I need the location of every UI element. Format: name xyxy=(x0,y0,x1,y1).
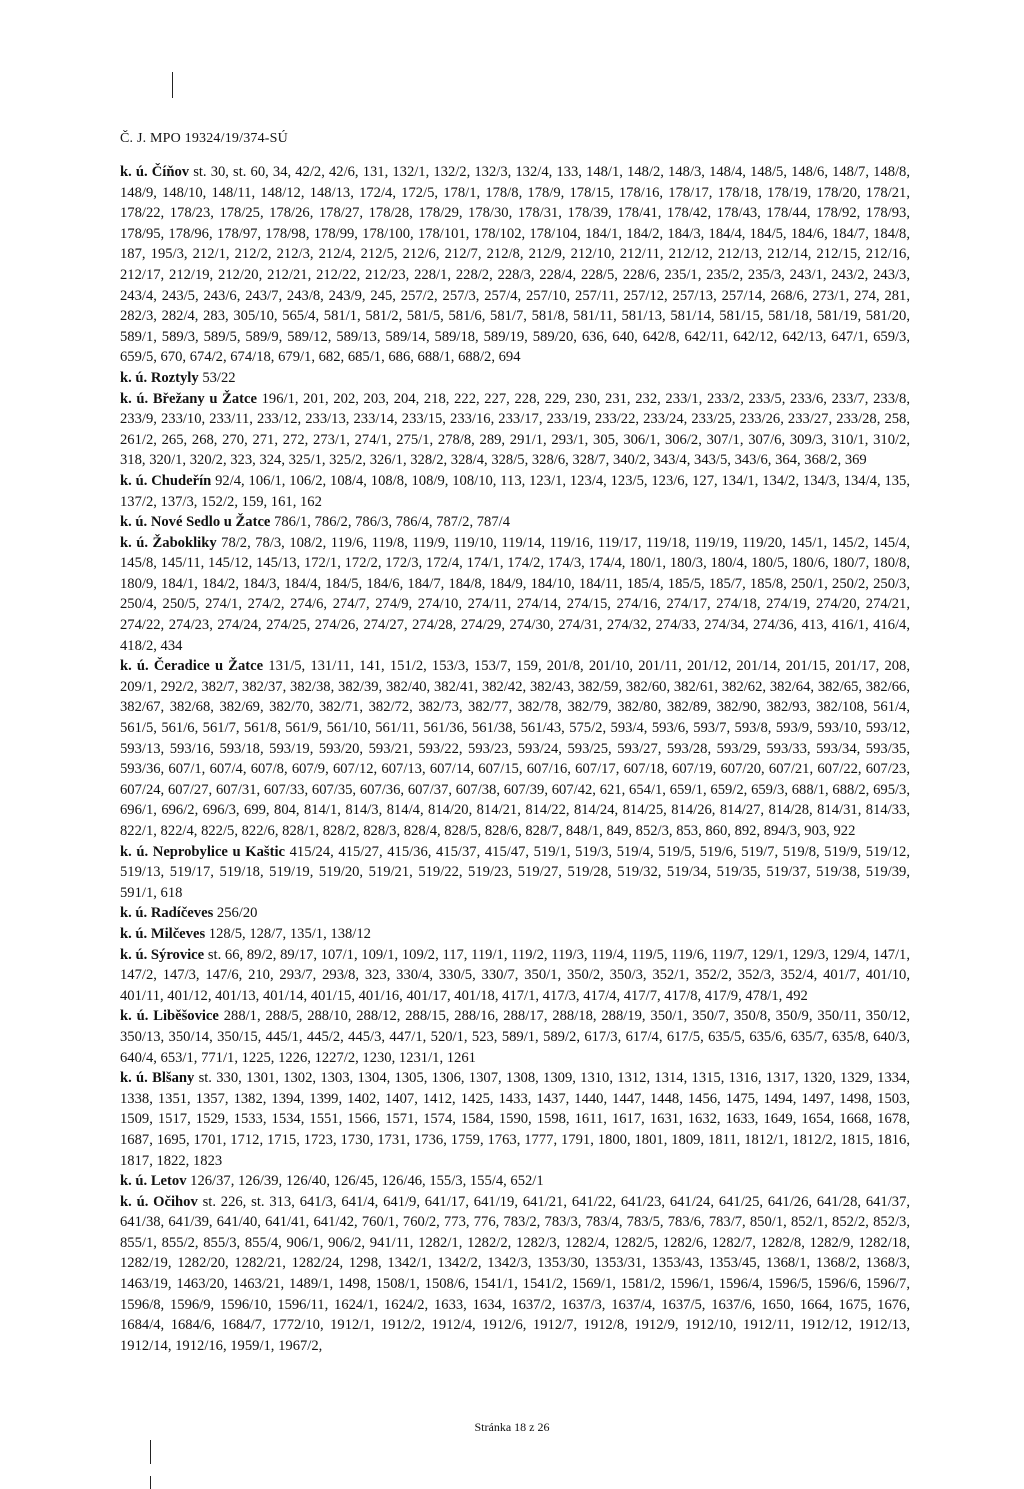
cadastral-entry xyxy=(120,471,910,512)
cadastral-area-name: k. ú. Číňov xyxy=(120,164,190,180)
cadastral-area-name: k. ú. Žabokliky xyxy=(120,534,217,551)
cadastral-area-name: k. ú. Radíčeves xyxy=(120,905,214,922)
parcel-numbers: 415/24, 415/27, 415/36, 415/37, 415/47, 519/1, 519/3, 519/4, 519/5, 519/6, 519/7, 519/8, 519/9, 519/12, 519/13, 519/17, 519/18, 519/19, 519/20, 519/21, 519/22, 519/23, 519/27, 519/28, 519/32, 519/34, 519/35, 519/37, 519/38, 519/39, 591/1, 618 xyxy=(120,843,910,901)
page-number: Stránka 18 z 26 xyxy=(474,1420,550,1434)
parcel-numbers: 78/2, 78/3, 108/2, 119/6, 119/8, 119/9, 119/10, 119/14, 119/16, 119/17, 119/18, 119/19, 119/20, 145/1, 145/2, 145/4, 145/8, 145/11, 145/12, 145/13, 172/1, 172/2, 172/3, 172/4, 174/1, 174/2, 174/3, 174/4, 180/1, 180/3, 180/4, 180/5, 180/6, 180/7, 180/8, 180/9, 184/1, 184/2, 184/3, 184/4, 184/5, 184/6, 184/7, 184/8, 184/9, 184/10, 184/11, 185/4, 185/5, 185/7, 185/8, 250/1, 250/2, 250/3, 250/4, 250/5, 274/1, 274/2, 274/6, 274/7, 274/9, 274/10, 274/11, 274/14, 274/15, 274/16, 274/17, 274/18, 274/19, 274/20, 274/21, 274/22, 274/23, 274/24, 274/25, 274/26, 274/27, 274/28, 274/29, 274/30, 274/31, 274/32, 274/33, 274/34, 274/36, 413, 416/1, 416/4, 418/2, 434 xyxy=(120,534,910,654)
parcel-numbers: st. 226, st. 313, 641/3, 641/4, 641/9, 641/17, 641/19, 641/21, 641/22, 641/23, 641/24, 641/25, 641/26, 641/28, 641/37, 641/38, 641/39, 641/40, 641/41, 641/42, 760/1, 760/2, 773, 776, 783/2, 783/3, 783/4, 783/5, 783/6, 783/7, 850/1, 852/1, 852/2, 852/3, 855/1, 855/2, 855/3, 855/4, 906/1, 906/2, 941/11, 1282/1, 1282/2, 1282/3, 1282/4, 1282/5, 1282/6, 1282/7, 1282/8, 1282/9, 1282/18, 1282/19, 1282/20, 1282/21, 1282/24, 1298, 1342/1, 1342/2, 1342/3, 1353/30, 1353/31, 1353/43, 1353/45, 1368/1, 1368/2, 1368/3, 1463/19, 1463/20, 1463/21, 1489/1, 1498, 1508/1, 1508/6, 1541/1, 1541/2, 1569/1, 1581/2, 1596/1, 1596/4, 1596/5, 1596/6, 1596/7, 1596/8, 1596/9, 1596/10, 1596/11, 1624/1, 1624/2, 1633, 1634, 1637/2, 1637/3, 1637/4, 1637/5, 1637/6, 1650, 1664, 1675, 1676, 1684/4, 1684/6, 1684/7, 1772/10, 1912/1, 1912/2, 1912/4, 1912/6, 1912/7, 1912/8, 1912/9, 1912/10, 1912/11, 1912/12, 1912/13, 1912/14, 1912/16, 1959/1, 1967/2, xyxy=(120,1193,911,1354)
cadastral-entry xyxy=(120,1006,910,1068)
cadastral-entry xyxy=(120,368,910,389)
cadastral-entry xyxy=(120,1192,910,1357)
parcel-list xyxy=(120,162,910,1356)
cadastral-area-name: k. ú. Břežany u Žatce xyxy=(120,390,257,407)
cadastral-area-name: k. ú. Čeradice u Žatce xyxy=(120,658,264,675)
scan-mark xyxy=(150,1476,151,1489)
cadastral-area-name: k. ú. Chudeřín xyxy=(120,472,212,489)
scan-mark xyxy=(150,1440,151,1464)
cadastral-entry xyxy=(120,1171,910,1192)
cadastral-area-name: k. ú. Sýrovice xyxy=(120,946,205,963)
parcel-numbers: 196/1, 201, 202, 203, 204, 218, 222, 227, 228, 229, 230, 231, 232, 233/1, 233/2, 233/5, 233/6, 233/7, 233/8, 233/9, 233/10, 233/11, 233/12, 233/13, 233/14, 233/15, 233/16, 233/17, 233/19, 233/22, 233/24, 233/25, 233/26, 233/27, 233/28, 258, 261/2, 265, 268, 270, 271, 272, 273/1, 274/1, 275/1, 278/8, 289, 291/1, 293/1, 305, 306/1, 306/2, 307/1, 307/6, 309/3, 310/1, 310/2, 318, 320/1, 320/2, 323, 324, 325/1, 325/2, 326/1, 328/2, 328/4, 328/5, 328/6, 328/7, 340/2, 343/4, 343/5, 343/6, 364, 368/2, 369 xyxy=(120,390,910,469)
cadastral-entry xyxy=(120,903,910,924)
cadastral-entry xyxy=(120,656,910,841)
scan-mark xyxy=(172,72,173,98)
cadastral-entry xyxy=(120,842,910,904)
cadastral-area-name: k. ú. Neprobylice u Kaštic xyxy=(120,843,285,860)
parcel-numbers: st. 30, st. 60, 34, 42/2, 42/6, 131, 132/1, 132/2, 132/3, 132/4, 133, 148/1, 148/2, 148/3, 148/4, 148/5, 148/6, 148/7, 148/8, 148/9, 148/10, 148/11, 148/12, 148/13, 172/4, 172/5, 178/1, 178/8, 178/9, 178/15, 178/16, 178/17, 178/18, 178/19, 178/20, 178/21, 178/22, 178/23, 178/25, 178/26, 178/27, 178/28, 178/29, 178/30, 178/31, 178/39, 178/41, 178/42, 178/43, 178/44, 178/92, 178/93, 178/95, 178/96, 178/97, 178/98, 178/99, 178/100, 178/101, 178/102, 178/104, 184/1, 184/2, 184/3, 184/4, 184/5, 184/6, 184/7, 184/8, 187, 195/3, 212/1, 212/2, 212/3, 212/4, 212/5, 212/6, 212/7, 212/8, 212/9, 212/10, 212/11, 212/12, 212/13, 212/14, 212/15, 212/16, 212/17, 212/19, 212/20, 212/21, 212/22, 212/23, 228/1, 228/2, 228/3, 228/4, 228/5, 228/6, 235/1, 235/2, 235/3, 243/1, 243/2, 243/3, 243/4, 243/5, 243/6, 243/7, 243/8, 243/9, 245, 257/2, 257/3, 257/4, 257/10, 257/11, 257/12, 257/13, 257/14, 268/6, 273/1, 274, 281, 282/3, 282/4, 283, 305/10, 565/4, 581/1, 581/2, 581/5, 581/6, 581/7, 581/8, 581/11, 581/13, 581/14, 581/15, 581/18, 581/19, 581/20, 589/1, 589/3, 589/5, 589/9, 589/12, 589/13, 589/14, 589/18, 589/19, 589/20, 636, 640, 642/8, 642/11, 642/12, 642/13, 647/1, 659/3, 659/5, 670, 674/2, 674/18, 679/1, 682, 685/1, 686, 688/1, 688/2, 694 xyxy=(120,164,910,366)
cadastral-entry xyxy=(120,162,910,368)
cadastral-entry xyxy=(120,512,910,533)
parcel-numbers: 53/22 xyxy=(202,369,236,386)
cadastral-area-name: k. ú. Letov xyxy=(120,1173,187,1190)
cadastral-area-name: k. ú. Milčeves xyxy=(120,925,206,942)
cadastral-area-name: k. ú. Blšany xyxy=(120,1070,195,1087)
parcel-numbers: st. 330, 1301, 1302, 1303, 1304, 1305, 1306, 1307, 1308, 1309, 1310, 1312, 1314, 1315, 1316, 1317, 1320, 1329, 1334, 1338, 1351, 1357, 1382, 1394, 1399, 1402, 1407, 1412, 1425, 1433, 1437, 1440, 1447, 1448, 1456, 1475, 1494, 1497, 1498, 1503, 1509, 1517, 1529, 1533, 1534, 1551, 1566, 1571, 1574, 1584, 1590, 1598, 1611, 1617, 1631, 1632, 1633, 1649, 1654, 1668, 1678, 1687, 1695, 1701, 1712, 1715, 1723, 1730, 1731, 1736, 1759, 1763, 1777, 1791, 1800, 1801, 1809, 1811, 1812/1, 1812/2, 1815, 1816, 1817, 1822, 1823 xyxy=(120,1070,910,1169)
cadastral-entry xyxy=(120,945,910,1007)
parcel-numbers: 126/37, 126/39, 126/40, 126/45, 126/46, 155/3, 155/4, 652/1 xyxy=(190,1173,544,1190)
document-reference: Č. J. MPO 19324/19/374-SÚ xyxy=(120,131,288,146)
parcel-numbers: 256/20 xyxy=(216,905,258,922)
parcel-numbers: st. 66, 89/2, 89/17, 107/1, 109/1, 109/2, 117, 119/1, 119/2, 119/3, 119/4, 119/5, 119/6, 119/7, 129/1, 129/3, 129/4, 147/1, 147/2, 147/3, 147/6, 210, 293/7, 293/8, 323, 330/4, 330/5, 330/7, 350/1, 350/2, 350/3, 352/1, 352/2, 352/3, 352/4, 401/7, 401/10, 401/11, 401/12, 401/13, 401/14, 401/15, 401/16, 401/17, 401/18, 417/1, 417/3, 417/4, 417/7, 417/8, 417/9, 478/1, 492 xyxy=(120,946,911,1004)
cadastral-area-name: k. ú. Očihov xyxy=(120,1193,198,1210)
parcel-numbers: 128/5, 128/7, 135/1, 138/12 xyxy=(208,925,371,942)
cadastral-area-name: k. ú. Roztyly xyxy=(120,369,199,386)
cadastral-entry xyxy=(120,1068,910,1171)
parcel-numbers: 131/5, 131/11, 141, 151/2, 153/3, 153/7, 159, 201/8, 201/10, 201/11, 201/12, 201/14, 201/15, 201/17, 208, 209/1, 292/2, 382/7, 382/37, 382/38, 382/39, 382/40, 382/41, 382/42, 382/43, 382/59, 382/60, 382/61, 382/62, 382/64, 382/65, 382/66, 382/67, 382/68, 382/69, 382/70, 382/71, 382/72, 382/73, 382/77, 382/78, 382/79, 382/80, 382/89, 382/90, 382/93, 382/108, 561/4, 561/5, 561/6, 561/7, 561/8, 561/9, 561/10, 561/11, 561/36, 561/38, 561/43, 575/2, 593/4, 593/6, 593/7, 593/8, 593/9, 593/10, 593/12, 593/13, 593/16, 593/18, 593/19, 593/20, 593/21, 593/22, 593/23, 593/24, 593/25, 593/27, 593/28, 593/29, 593/33, 593/34, 593/35, 593/36, 607/1, 607/4, 607/8, 607/9, 607/12, 607/13, 607/14, 607/15, 607/16, 607/17, 607/18, 607/19, 607/20, 607/21, 607/22, 607/23, 607/24, 607/27, 607/31, 607/33, 607/35, 607/36, 607/37, 607/38, 607/39, 607/42, 621, 654/1, 659/1, 659/2, 659/3, 688/1, 688/2, 695/3, 696/1, 696/2, 696/3, 699, 804, 814/1, 814/3, 814/4, 814/20, 814/21, 814/22, 814/24, 814/25, 814/26, 814/27, 814/28, 814/31, 814/33, 822/1, 822/4, 822/5, 822/6, 828/1, 828/2, 828/3, 828/4, 828/5, 828/6, 828/7, 848/1, 849, 852/3, 853, 860, 892, 894/3, 903, 922 xyxy=(120,658,910,839)
cadastral-entry xyxy=(120,389,910,471)
cadastral-entry xyxy=(120,533,910,657)
cadastral-area-name: k. ú. Nové Sedlo u Žatce xyxy=(120,514,271,531)
parcel-numbers: 786/1, 786/2, 786/3, 786/4, 787/2, 787/4 xyxy=(274,514,510,531)
parcel-numbers: 92/4, 106/1, 106/2, 108/4, 108/8, 108/9, 108/10, 113, 123/1, 123/4, 123/5, 123/6, 127, 134/1, 134/2, 134/3, 134/4, 135, 137/2, 137/3, 152/2, 159, 161, 162 xyxy=(120,472,910,510)
cadastral-entry xyxy=(120,924,910,945)
cadastral-area-name: k. ú. Liběšovice xyxy=(120,1008,219,1025)
parcel-numbers: 288/1, 288/5, 288/10, 288/12, 288/15, 288/16, 288/17, 288/18, 288/19, 350/1, 350/7, 350/8, 350/9, 350/11, 350/12, 350/13, 350/14, 350/15, 445/1, 445/2, 445/3, 447/1, 520/1, 523, 589/1, 589/2, 617/3, 617/4, 617/5, 635/5, 635/6, 635/7, 635/8, 640/3, 640/4, 653/1, 771/1, 1225, 1226, 1227/2, 1230, 1231/1, 1261 xyxy=(120,1008,910,1066)
